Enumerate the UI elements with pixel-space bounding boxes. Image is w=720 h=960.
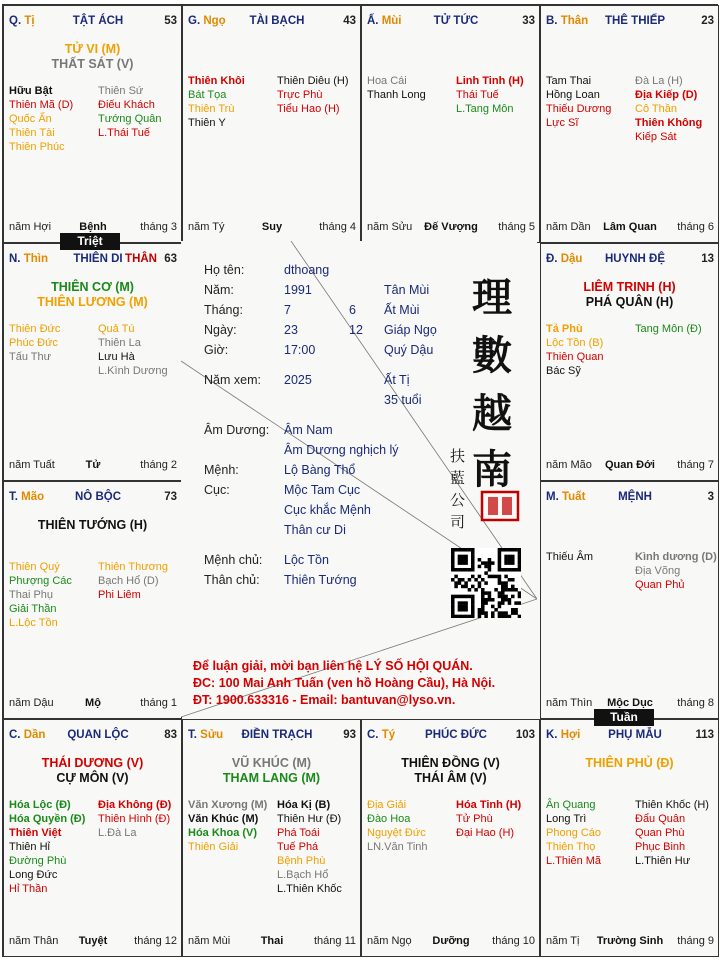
tuan-tag: Tuần [594, 709, 654, 726]
seal-text-1: 扶 [450, 447, 466, 465]
footer-month: tháng 11 [313, 935, 356, 947]
minor-star: Bạch Hổ (D) [98, 575, 159, 587]
palace-cell-dan[interactable] [3, 719, 182, 957]
footer-year: năm Hợi [9, 221, 52, 233]
palace-age: 103 [515, 729, 535, 741]
footer-year: năm Tuất [9, 459, 55, 471]
palace-age: 43 [343, 15, 356, 27]
nam-value: 1991 [284, 283, 312, 297]
palace-element: Dần [23, 729, 46, 741]
minor-star: Thiên Giải [188, 841, 239, 853]
main-star: THẤT SÁT (V) [51, 57, 134, 71]
thang-can-chi: Ất Mùi [384, 303, 420, 317]
palace-footer [367, 935, 535, 949]
minor-star: Thiếu Âm [546, 551, 594, 563]
palace-footer [546, 935, 714, 949]
minor-star: Đào Hoa [367, 813, 411, 825]
palace-footer [188, 221, 356, 235]
palace-element: Dậu [560, 253, 583, 265]
contact-block [193, 658, 495, 709]
minor-star: Tuế Phá [277, 841, 319, 853]
than-marker: THÂN [125, 253, 157, 265]
palace-age: 113 [695, 729, 714, 741]
palace-header [9, 491, 177, 507]
palace-name: MỆNH [618, 491, 652, 503]
minor-star: Địa Võng [635, 565, 681, 577]
footer-stage: Mộ [85, 697, 101, 709]
minor-star: LN.Văn Tinh [367, 841, 428, 853]
minor-star: Văn Khúc (M) [188, 813, 259, 825]
minor-star: Thiên Diêu (H) [277, 75, 349, 87]
minor-star: Hóa Tinh (H) [456, 799, 522, 811]
minor-star: Phượng Các [9, 575, 72, 587]
palace-cell-mao[interactable] [3, 481, 182, 719]
red-seal-icon [480, 490, 520, 522]
minor-star: Kiếp Sát [635, 131, 677, 143]
minor-star: Thiên Phúc [9, 141, 65, 153]
nam-label: Năm: [204, 283, 234, 297]
ngay-can-chi: Giáp Ngọ [384, 323, 437, 337]
palace-header [9, 729, 177, 745]
minor-star: Hồng Loan [546, 89, 600, 101]
minor-star: Thiên Thương [98, 561, 169, 573]
minor-star: Hữu Bật [9, 85, 53, 97]
ho-ten-label: Họ tên: [204, 263, 245, 277]
palace-branch: Q. Tị [9, 15, 35, 27]
minor-star: Hóa Khoa (V) [188, 827, 258, 839]
main-star: THIÊN ĐỒNG (V) [401, 756, 500, 770]
minor-star: Tam Thai [546, 75, 592, 87]
minor-star: Quan Phù [635, 827, 685, 839]
palace-element: Tị [24, 15, 35, 27]
main-stars [4, 518, 181, 533]
palace-name: THÊ THIẾP [604, 15, 666, 27]
footer-month: tháng 12 [134, 935, 177, 947]
minor-star: Hóa Lộc (Đ) [9, 799, 71, 811]
palace-header [546, 729, 714, 745]
footer-year: năm Tý [188, 221, 225, 233]
thang-dl: 6 [349, 303, 356, 317]
minor-star: Thiên Hình (Đ) [98, 813, 171, 825]
footer-year: năm Mùi [188, 935, 231, 947]
palace-cell-tuat[interactable] [540, 481, 719, 719]
minor-star: Phi Liêm [98, 589, 141, 601]
minor-star: Thiên Khôi [188, 75, 245, 87]
palace-footer [367, 221, 535, 235]
minor-star: Thiên Sứ [98, 85, 144, 97]
palace-branch: K. Hợi [546, 729, 581, 741]
palace-cell-ngo[interactable] [182, 5, 361, 243]
palace-footer [9, 935, 177, 949]
palace-branch: Ấ. Mùi [367, 15, 402, 27]
palace-age: 3 [707, 491, 714, 503]
cuc-note-2: Thân cư Di [284, 523, 346, 537]
footer-month: tháng 9 [677, 935, 714, 947]
calligraphy-char-2: 數 [472, 332, 512, 379]
palace-name: ĐIỀN TRẠCH [241, 729, 313, 741]
gio-value: 17:00 [284, 343, 316, 357]
footer-year: năm Sửu [367, 221, 413, 233]
palace-branch: T. Sửu [188, 729, 224, 741]
palace-element: Tý [381, 729, 396, 741]
minor-star: Thiên Hỉ [9, 841, 50, 853]
minor-star: Thiên Không [635, 117, 703, 129]
palace-name: TỬ TỨC [433, 15, 479, 27]
minor-star: L.Kình Dương [98, 365, 168, 377]
minor-star: L.Thiên Mã [546, 855, 602, 867]
minor-star: Thái Tuế [456, 89, 499, 101]
minor-star: Tướng Quân [98, 113, 162, 125]
minor-star: Thiên Trù [188, 103, 235, 115]
minor-star: Thiếu Dương [546, 103, 612, 115]
palace-name: TẬT ÁCH [72, 15, 124, 27]
minor-star: Linh Tinh (H) [456, 75, 524, 87]
palace-branch: T. Mão [9, 491, 45, 503]
main-star: VŨ KHÚC (M) [231, 756, 312, 770]
footer-year: năm Thìn [546, 697, 593, 709]
palace-element: Hợi [560, 729, 581, 741]
palace-branch: N. Thìn [9, 253, 48, 265]
minor-star: Bệnh Phù [277, 855, 326, 867]
minor-star: Hóa Kị (B) [277, 799, 331, 811]
minor-star: Nguyệt Đức [367, 827, 426, 839]
palace-header [546, 15, 714, 31]
palace-element: Thân [560, 15, 589, 27]
minor-star: Trực Phù [277, 89, 323, 101]
footer-stage: Thai [260, 935, 284, 947]
contact-line-2: ĐC: 100 Mai Anh Tuấn (ven hồ Hoàng Cầu), Hà Nội. [193, 676, 496, 690]
minor-star: Đại Hao (H) [456, 827, 515, 839]
seal-text-4: 司 [450, 513, 466, 531]
footer-stage: Tuyệt [78, 935, 108, 947]
minor-star: Địa Giải [367, 799, 407, 811]
main-stars [183, 756, 360, 786]
palace-name: TÀI BẠCH [249, 15, 305, 27]
minor-star: L.Thiên Hư [635, 855, 691, 867]
ho-ten-value: dthoang [284, 263, 330, 277]
palace-name: HUYNH ĐỆ [604, 253, 666, 265]
minor-star: L.Thiên Khốc [277, 883, 342, 895]
palace-branch: C. Tý [367, 729, 396, 741]
nam-xem-label: Năm xem: [204, 373, 261, 387]
main-star: CỰ MÔN (V) [56, 771, 129, 785]
main-star: THÁI DƯƠNG (V) [41, 756, 144, 770]
palace-element: Mùi [381, 15, 402, 27]
footer-year: năm Ngọ [367, 935, 412, 947]
palace-age: 73 [164, 491, 177, 503]
seal-text-3: 公 [450, 491, 466, 509]
footer-stage: Suy [261, 221, 283, 233]
main-star: THÁI ÂM (V) [414, 771, 487, 785]
palace-footer [546, 221, 714, 235]
palace-cell-ty[interactable] [361, 719, 540, 957]
triet-tag: Triệt [60, 233, 120, 250]
footer-stage: Tử [85, 459, 101, 471]
footer-month: tháng 3 [140, 221, 177, 233]
footer-month: tháng 5 [498, 221, 535, 233]
minor-star: Hoa Cái [367, 75, 407, 87]
palace-name: NÔ BỘC [75, 491, 121, 503]
main-stars [541, 756, 718, 771]
footer-month: tháng 4 [319, 221, 356, 233]
minor-star: Tử Phù [456, 813, 493, 825]
palace-cell-ti[interactable] [3, 5, 182, 243]
palace-branch: Đ. Dậu [546, 253, 583, 265]
palace-header [367, 15, 535, 31]
palace-age: 93 [343, 729, 356, 741]
minor-star: Thiên Tài [9, 127, 55, 139]
palace-element: Mão [21, 491, 45, 503]
minor-star: Long Đức [9, 869, 58, 881]
footer-stage: Bệnh [79, 221, 107, 233]
footer-year: năm Mão [546, 459, 592, 471]
ngay-dl: 12 [349, 323, 363, 337]
menh-chu-value: Lộc Tồn [284, 553, 329, 567]
minor-star: Lực Sĩ [546, 117, 579, 129]
footer-stage: Dưỡng [432, 935, 470, 947]
palace-cell-thin[interactable] [3, 243, 182, 481]
footer-month: tháng 1 [140, 697, 177, 709]
palace-element: Tuất [561, 491, 586, 503]
gio-label: Giờ: [204, 343, 229, 357]
palace-cell-mui[interactable] [361, 5, 540, 243]
contact-line-3: ĐT: 1900.633316 - Email: bantuvan@lyso.vn. [193, 693, 456, 707]
gio-can-chi: Quý Dậu [384, 343, 434, 357]
palace-age: 53 [164, 15, 177, 27]
am-duong-label: Âm Dương: [204, 423, 270, 437]
palace-element: Sửu [200, 729, 224, 741]
palace-cell-dau[interactable] [540, 243, 719, 481]
minor-star: Phúc Đức [9, 337, 58, 349]
palace-header [367, 729, 535, 745]
footer-year: năm Tị [546, 935, 580, 947]
footer-stage: Trường Sinh [596, 935, 664, 947]
palace-element: Thìn [23, 253, 48, 265]
calligraphy-char-1: 理 [472, 274, 512, 321]
palace-element: Ngọ [203, 15, 226, 27]
footer-month: tháng 2 [140, 459, 177, 471]
minor-star: Bác Sỹ [546, 365, 581, 377]
minor-star: Thiên Hư (Đ) [277, 813, 342, 825]
minor-star: Đẩu Quân [635, 813, 686, 825]
thang-al: 7 [284, 303, 291, 317]
palace-header [546, 253, 714, 269]
ngay-label: Ngày: [204, 323, 237, 337]
minor-star: Thiên Quý [9, 561, 60, 573]
minor-star: Lưu Hà [98, 351, 135, 363]
main-stars [362, 756, 539, 786]
footer-stage: Lâm Quan [603, 221, 657, 233]
seal-text-2: 藍 [450, 469, 466, 487]
footer-month: tháng 8 [677, 697, 714, 709]
main-stars [4, 42, 181, 72]
palace-name: PHỤ MẪU [608, 729, 662, 741]
cuc-value: Mộc Tam Cục [284, 483, 361, 497]
qr-code-icon[interactable] [451, 548, 521, 618]
main-stars [4, 756, 181, 786]
am-duong-value: Âm Nam [284, 423, 333, 437]
minor-star: Phục Binh [635, 841, 686, 853]
menh-label: Mệnh: [204, 463, 239, 477]
minor-star: Thai Phụ [9, 589, 54, 601]
minor-star: Tiểu Hao (H) [277, 103, 340, 115]
palace-footer [9, 697, 177, 711]
main-stars [4, 280, 181, 310]
minor-star: Đường Phù [9, 855, 67, 867]
minor-star: Kình dương (D) [635, 551, 717, 563]
palace-age: 63 [164, 253, 177, 265]
palace-age: 23 [701, 15, 714, 27]
minor-star: L.Bạch Hổ [277, 869, 329, 881]
minor-star: L.Thái Tuế [98, 127, 150, 139]
palace-branch: M. Tuất [546, 491, 586, 503]
minor-star: Quan Phủ [635, 579, 685, 591]
palace-cell-than[interactable] [540, 5, 719, 243]
thang-label: Tháng: [204, 303, 243, 317]
nam-can-chi: Tân Mùi [384, 283, 430, 297]
minor-star: Long Trì [546, 813, 587, 825]
am-duong-note: Âm Dương nghịch lý [284, 443, 399, 457]
main-star: THIÊN LƯƠNG (M) [37, 295, 148, 309]
palace-age: 33 [522, 15, 535, 27]
than-chu-value: Thiên Tướng [284, 573, 357, 587]
main-star: LIÊM TRINH (H) [583, 280, 676, 294]
palace-footer [546, 459, 714, 473]
palace-age: 13 [701, 253, 714, 265]
palace-branch: G. Ngọ [188, 15, 226, 27]
footer-stage: Mộc Dục [607, 697, 653, 709]
menh-chu-label: Mệnh chủ: [204, 553, 263, 567]
minor-star: Thiên Việt [9, 827, 62, 839]
minor-star: Thiên Y [188, 117, 226, 129]
main-star: THIÊN TƯỚNG (H) [37, 518, 148, 532]
footer-month: tháng 6 [677, 221, 714, 233]
palace-branch: C. Dần [9, 729, 46, 741]
minor-star: Thiên Thọ [546, 841, 596, 853]
palace-header [188, 729, 356, 745]
main-star: THAM LANG (M) [222, 771, 321, 785]
minor-star: Địa Không (Đ) [98, 799, 172, 811]
minor-star: L.Lộc Tồn [9, 617, 58, 629]
nam-xem-value: 2025 [284, 373, 312, 387]
footer-year: năm Thân [9, 935, 59, 947]
palace-header [188, 15, 356, 31]
main-star: PHÁ QUÂN (H) [585, 295, 674, 309]
minor-star: Lộc Tồn (B) [546, 337, 604, 349]
minor-star: Quả Tú [98, 323, 135, 335]
palace-footer [188, 935, 356, 949]
cuc-label: Cục: [204, 483, 230, 497]
footer-year: năm Dậu [9, 697, 54, 709]
footer-month: tháng 7 [677, 459, 714, 471]
minor-star: Hỉ Thần [9, 883, 48, 895]
menh-value: Lộ Bàng Thổ [284, 463, 356, 477]
minor-star: Thiên Mã (D) [9, 99, 74, 111]
calligraphy-char-4: 南 [472, 446, 512, 493]
minor-star: Tang Môn (Đ) [635, 323, 702, 335]
palace-branch: B. Thân [546, 15, 589, 27]
calligraphy-char-3: 越 [472, 390, 512, 437]
main-star: THIÊN PHỦ (Đ) [585, 756, 674, 770]
main-stars [541, 280, 718, 310]
footer-month: tháng 10 [492, 935, 535, 947]
palace-header [546, 491, 714, 507]
cuc-note-1: Cục khắc Mệnh [284, 503, 371, 517]
minor-star: Cô Thần [635, 103, 677, 115]
ngay-al: 23 [284, 323, 298, 337]
palace-name: PHÚC ĐỨC [425, 729, 487, 741]
palace-cell-suu[interactable] [182, 719, 361, 957]
minor-star: Quốc Ấn [9, 113, 52, 125]
palace-cell-hoi[interactable] [540, 719, 719, 957]
footer-stage: Đế Vượng [424, 221, 478, 233]
minor-star: Thiên La [98, 337, 141, 349]
palace-header [9, 15, 177, 31]
tuoi-value: 35 tuổi [384, 393, 422, 407]
main-star: TỬ VI (M) [64, 42, 121, 56]
palace-age: 83 [164, 729, 177, 741]
minor-star: Ân Quang [546, 799, 596, 811]
minor-star: L.Đà La [98, 827, 137, 839]
minor-star: Tả Phù [546, 323, 583, 335]
minor-star: Tấu Thư [9, 351, 52, 363]
minor-star: Bát Tọa [188, 89, 227, 101]
nam-xem-can-chi: Ất Tị [384, 373, 410, 387]
minor-star: Phong Cáo [546, 827, 602, 839]
minor-star: Thanh Long [367, 89, 426, 101]
minor-star: Thiên Khốc (H) [635, 799, 709, 811]
palace-name: QUAN LỘC [67, 729, 129, 741]
minor-star: Đà La (H) [635, 75, 683, 87]
palace-name: THIÊN DI [73, 253, 123, 265]
minor-star: Giải Thần [9, 603, 57, 615]
footer-stage: Quan Đới [605, 459, 655, 471]
minor-star: Văn Xương (M) [188, 799, 268, 811]
minor-star: Thiên Quan [546, 351, 604, 363]
contact-line-1: Để luận giải, mời bạn liên hệ LÝ SỐ HỘI QUÁN. [193, 659, 473, 673]
footer-year: năm Dần [546, 221, 591, 233]
minor-star: Điếu Khách [98, 99, 155, 111]
palace-footer [9, 459, 177, 473]
main-star: THIÊN CƠ (M) [51, 280, 134, 294]
palace-header [9, 253, 177, 269]
minor-star: Hóa Quyền (Đ) [9, 813, 86, 825]
minor-star: Phá Toái [277, 827, 320, 839]
than-chu-label: Thân chủ: [204, 573, 260, 587]
minor-star: Thiên Đức [9, 323, 61, 335]
minor-star: Địa Kiếp (D) [635, 89, 698, 101]
minor-star: L.Tang Môn [456, 103, 514, 115]
